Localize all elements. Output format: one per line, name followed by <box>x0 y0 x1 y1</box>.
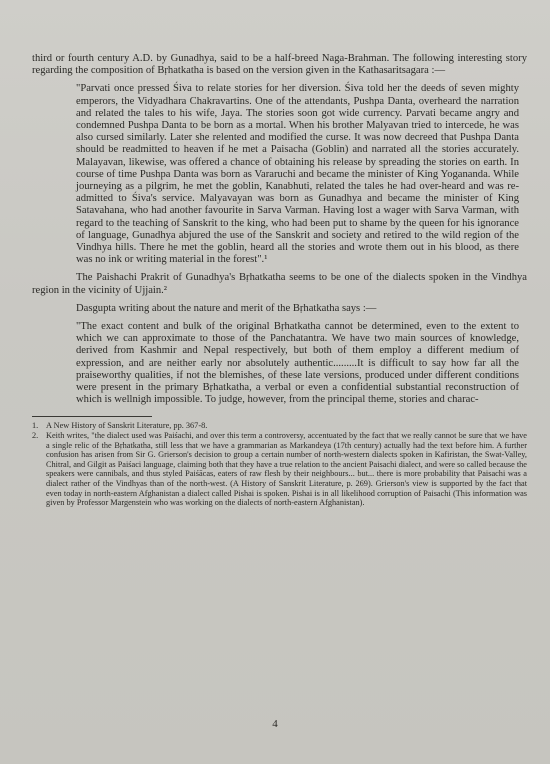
footnote-number: 1. <box>32 421 39 431</box>
footnote-number: 2. <box>32 431 39 441</box>
page-number: 4 <box>272 718 278 730</box>
dasgupta-quote: "The exact content and bulk of the original Bṛhatkatha cannot be determined, even to the extent to which we can approximate to those of the Panchatantra. We have two main sources of knowledge, derived from Kashmir and Nepal respectively, but both of them employ a different medium of expression, and are neither early nor absolutely authentic.........It is difficult to say how far all the praiseworthy qualities, if not the blemishes, of these late versions, produced under different conditions were present in the primary Bṛhatkatha, a verbal or even a confidential substantial reconstruction of which is wellnigh impossible. To judge, however, from the principal theme, stories and charac- <box>76 321 519 406</box>
footnote-text: Keith writes, "the dialect used was Paiśachi, and over this term a controversy, accentuated by the fact that we really cannot be sure that we have a single relic of the Bṛhatkatha, still less that we have a grammarian as Markandeya (17th century) actually had the text before him. A further confusion has arisen from Sir G. Grierson's decision to group a certain number of north-western dialects spoken in Kafiristan, the Swat-Valley, Chitral, and Gilgit as Paiśaci language, claiming both that they have a true relation to the ancient Paisachi dialect, and were so called because the speakers were cannibals, and thus styled Paiśācas, eaters of raw flesh by their neighbours... but... there is more probability that Paisachi was a dialect rather of the Vindhyas than of the north-west. (A History of Sanskrit Literature, p. 269). Grierson's view is supported by the fact that even today in north-eastern Afghanistan a dialect called Pishai is spoken. Pishai is in all likelihood corruption of Paisachi (This information was given by Professor Margenstein who was working on the dialects of north-eastern Afghanistan). <box>46 431 527 508</box>
intro-paragraph: third or fourth century A.D. by Gunadhya, said to be a half-breed Naga-Brahman. The following interesting story regarding the composition of Bṛhatkatha is based on the version given in the Kathasaritsagara :— <box>32 53 527 77</box>
story-quote: "Parvati once pressed Śiva to relate stories for her diversion. Śiva told her the deeds of seven mighty emperors, the Vidyadhara Chakravartins. One of the attendants, Pushpa Danta, overheard the narration and related the tales to his wife, Jaya. The stories soon got wide currency. Parvati became angry and condemned Pushpa Danta to be born as a mortal. When his brother Malyavan tried to intercede, he was also cursed similarly. Later she relented and modified the curse. It was now decreed that Pushpa Danta should be readmitted to heaven if he met a Paisacha (Goblin) and narrated all the stories accurately. Malayavan, likewise, was offered a chance of obtaining his release by spreading the stories on earth. In course of time Pushpa Danta was born as Vararuchi and became the minister of King Yogananda. While journeying as a pilgrim, he met the goblin, Kanabhuti, related the tales he had over-heard and was re-admitted to Śiva's service. Malyavayan was born as Gunadhya and became the minister of King Satavahana, who had another favourite in Sarva Varman. Having lost a wager with Sarva Varman, with regard to the teaching of Sanskrit to the king, who had been put to shame by the queen for his ignorance of language, Gunadhya abjured the use of the Sanskrit and society and retired to the wild region of the Vindhya hills. There he met the goblin, heard all the stories and wrote them out in his blood, as there was no ink or writing material in the forest".¹ <box>76 83 519 266</box>
footnote-divider <box>32 416 152 417</box>
dialect-paragraph: The Paishachi Prakrit of Gunadhya's Bṛhatkatha seems to be one of the dialects spoken in the Vindhya region in the vicinity of Ujjain.² <box>32 272 527 296</box>
page-body <box>32 53 527 508</box>
footnote-1 <box>32 421 527 431</box>
footnote-text: A New History of Sanskrit Literature, pp. 367-8. <box>46 421 208 431</box>
footnote-2 <box>32 431 527 508</box>
dasgupta-intro-paragraph: Dasgupta writing about the nature and merit of the Bṛhatkatha says :— <box>76 302 377 314</box>
